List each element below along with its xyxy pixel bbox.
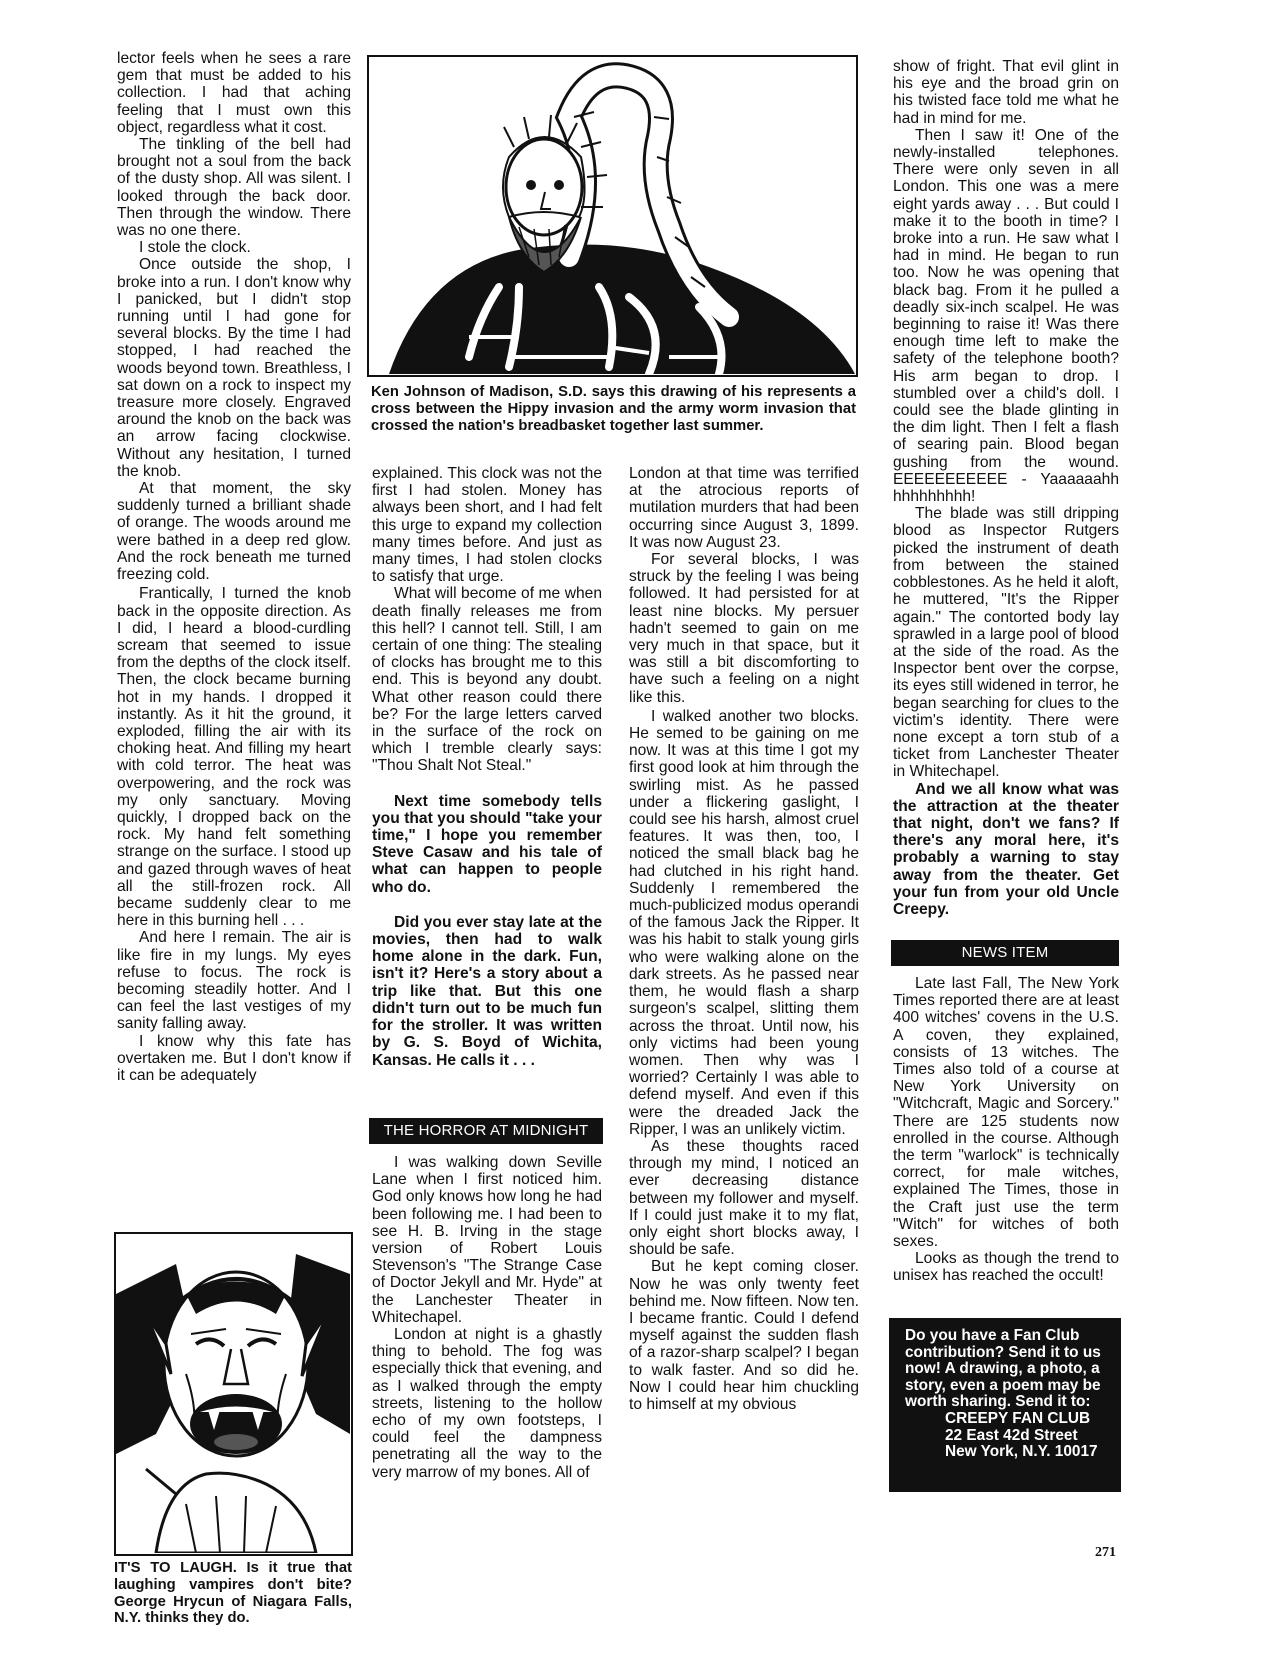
col2-paragraph-3: I was walking down Seville Lane when I first noticed him. God only knows how long he had been following me. I had been to see H. B. Irving in the stage version of Robert Louis Stevenson's "The Strange Case of Doctor Jekyll and Mr. Hyde" at the Lanchester Theater in Whitechapel. — [372, 1154, 602, 1326]
col3-paragraph-2: For several blocks, I was struck by the feeling I was being followed. It had persisted for at least nine blocks. My persuer hadn't seemed to gain on me very much in that space, but it was still a bit discomforting to have such a feeling on a night like this. — [629, 551, 859, 706]
col1-paragraph-2: The tinkling of the bell had brought not a soul from the back of the dusty shop. All was silent. I looked through the back door. Then through the window. There was no one there. — [117, 136, 351, 240]
fan-club-address-1: CREEPY FAN CLUB — [945, 1409, 1091, 1427]
col1-paragraph-4: Once outside the shop, I broke into a run. I don't know why I panicked, but I didn't stop running until I had gone for several blocks. By the time I had stopped, I had reached the woods beyond town. Breathless, I sat down on a rock to inspect my treasure more closely. Engraved around the knob on the back was an arrow facing clockwise. Without any hesitation, I turned the knob. — [117, 256, 351, 480]
column-4-news — [893, 975, 1119, 1285]
top-illustration-caption: Ken Johnson of Madison, S.D. says this drawing of his represents a cross between the Hippy invasion and the army worm invasion that crossed the nation's breadbasket together last summer. — [371, 384, 856, 434]
col1-paragraph-6: Frantically, I turned the knob back in the opposite direction. As I did, I heard a blood-curdling scream that seemed to issue from the depths of the clock itself. Then, the clock became burning hot in my hands. I dropped it instantly. As it hit the ground, it exploded, filling the air with its choking heat. And filling my heart with cold terror. The heat was overpowering, and the rock was my only sanctuary. Moving quickly, I dropped back on the rock. My hand felt something strange on the surface. I stood up and gazed through waves of heat all the still-frozen rock. All became suddenly clear to me here in this burning hell . . . — [117, 585, 351, 930]
col3-paragraph-4: As these thoughts raced through my mind, I noticed an ever decreasing distance between my follower and myself. If I could just make it to my flat, only eight short blocks away, I should be safe. — [629, 1137, 859, 1259]
vampire-illustration — [114, 1232, 353, 1556]
fan-club-text: Do you have a Fan Club contribution? Send it to us now! A drawing, a photo, a story, even a poem may be worth sharing. Send it to: — [905, 1327, 1101, 1411]
column-3 — [629, 465, 859, 1413]
col2-paragraph-1: explained. This clock was not the first I had stolen. Money has always been short, and I had felt this urge to expand my collection many times before. And just as many times, I had stolen clocks to satisfy that urge. — [372, 465, 602, 586]
page-number: 271 — [1095, 1545, 1116, 1560]
col4-paragraph-1: show of fright. That evil glint in his eye and the broad grin on his twisted face told me what he had in mind for me. — [893, 58, 1119, 127]
col1-paragraph-3: I stole the clock. — [139, 239, 251, 257]
column-1 — [117, 50, 351, 1084]
vampire-caption: IT'S TO LAUGH. Is it true that laughing vampires don't bite? George Hrycun of Niagara Falls, N.Y. thinks they do. — [114, 1560, 352, 1627]
news-item-heading: NEWS ITEM — [891, 940, 1119, 966]
hippy-worm-drawing — [369, 57, 855, 374]
fan-club-box — [889, 1318, 1121, 1492]
story-heading: THE HORROR AT MIDNIGHT — [369, 1118, 603, 1144]
col2-intro-2: Did you ever stay late at the movies, then had to walk home alone in the dark. Fun, isn't it? Here's a story about a trip like that. But this one didn't turn out to be much fun for the stroller. It was written by G. S. Boyd of Wichita, Kansas. He calls it . . . — [372, 913, 602, 1069]
fan-club-address-3: New York, N.Y. 10017 — [945, 1443, 1098, 1461]
col1-paragraph-8: I know why this fate has overtaken me. But I don't know if it can be adequately — [117, 1032, 351, 1084]
col1-paragraph-7: And here I remain. The air is like fire in my lungs. My eyes refuse to focus. The rock is becoming steadily hotter. And I can feel the last vestiges of my sanity falling away. — [117, 929, 351, 1033]
vampire-drawing — [116, 1234, 350, 1553]
column-2-story — [372, 1154, 602, 1481]
col4-paragraph-3: The blade was still dripping blood as Inspector Rutgers picked the instrument of death from between the stained cobblestones. As he held it aloft, he muttered, "It's the Ripper again." The contorted body lay sprawled in a large pool of blood at the side of the road. As the Inspector bent over the corpse, its eyes still widened in terror, he began searching for clues to the victim's identity. There were none except a torn stub of a ticket from Lanchester Theater in Whitechapel. — [893, 505, 1119, 781]
col3-paragraph-1: London at that time was terrified at the atrocious reports of mutilation murders that had been occurring since August 3, 1899. It was now August 23. — [629, 465, 859, 551]
col2-paragraph-2: What will become of me when death finally releases me from this hell? I cannot tell. Still, I am certain of one thing: The stealing of clocks has brought me to this end. This is beyond any doubt. What other reason could there be? For the large letters carved in the surface of the rock on which I tremble clearly says: "Thou Shalt Not Steal." — [372, 585, 602, 775]
col3-paragraph-5: But he kept coming closer. Now he was only twenty feet behind me. Now fifteen. Now ten. I became frantic. Could I defend myself against the sudden flash of a razor-sharp scalpel? I began to walk faster. And so did he. Now I could hear him chuckling to himself at my obvious — [629, 1258, 859, 1413]
fan-club-address-2: 22 East 42d Street — [945, 1426, 1078, 1444]
col4-outro: And we all know what was the attraction at the theater that night, don't we fans? If there's any moral here, it's probably a warning to stay away from the theater. Get your fun from your old Uncle Creepy. — [893, 780, 1119, 918]
col3-paragraph-3: I walked another two blocks. He semed to be gaining on me now. It was at this time I got my first good look at him through the swirling mist. As he passed under a flickering gaslight, I could see his harsh, almost cruel features. It was then, too, I noticed the small black bag he had clutched in his right hand. Suddenly I remembered the much-publicized modus operandi of the famous Jack the Ripper. It was his habit to stalk young girls who were walking alone on the dark streets. As he passed near them, he would flash a sharp surgeon's scalpel, slitting them across the throat. Until now, his only victims had been young women. Then why was I worried? Certainly I was able to defend myself. And even if this were the dreaded Jack the Ripper, I was an unlikely victim. — [629, 707, 859, 1138]
news-paragraph-2: Looks as though the trend to unisex has reached the occult! — [893, 1250, 1119, 1285]
col2-intro-1: Next time somebody tells you that you should "take your time," I hope you remember Steve Casaw and his tale of what can happen to people who do. — [372, 792, 602, 896]
col1-paragraph-5: At that moment, the sky suddenly turned a brilliant shade of orange. The woods around me were bathed in a deep red glow. And the rock beneath me turned freezing cold. — [117, 480, 351, 584]
col2-paragraph-4: London at night is a ghastly thing to behold. The fog was especially thick that evening, and as I walked through the empty streets, listening to the hollow echo of my own footsteps, I could feel the dampness penetrating all the way to the very marrow of my bones. All of — [372, 1326, 602, 1481]
news-paragraph-1: Late last Fall, The New York Times reported there are at least 400 witches' covens in the U.S. A coven, they explained, consists of 13 witches. The Times also told of a course at New York University on "Witchcraft, Magic and Sorcery." There are 125 students now enrolled in the course. Although the term "warlock" is technically correct, for male witches, explained The Times, those in the Craft just use the term "Witch" for witches of both sexes. — [893, 975, 1119, 1251]
hippy-worm-illustration — [367, 55, 858, 377]
col4-paragraph-2: Then I saw it! One of the newly-installed telephones. There were only seven in all London. This one was a mere eight yards away . . . But could I make it to the booth in time? I broke into a run. He saw what I had in mind. He began to run too. Now he was opening that black bag. From it he pulled a deadly six-inch scalpel. He was beginning to raise it! Was there enough time left to make the safety of the telephone booth? His arm began to drop. I stumbled over a child's doll. I could see the blade glinting in the dim light. Then I felt a flash of searing pain. Blood began gushing from the wound. EEEEEEEEEEE - Yaaaaaahh hhhhhhhhh! — [893, 126, 1119, 506]
column-4 — [893, 58, 1119, 918]
column-2 — [372, 465, 602, 1069]
col1-paragraph-1: lector feels when he sees a rare gem that must be added to his collection. I had that aching feeling that I must own this object, regardless what it cost. — [117, 50, 351, 136]
